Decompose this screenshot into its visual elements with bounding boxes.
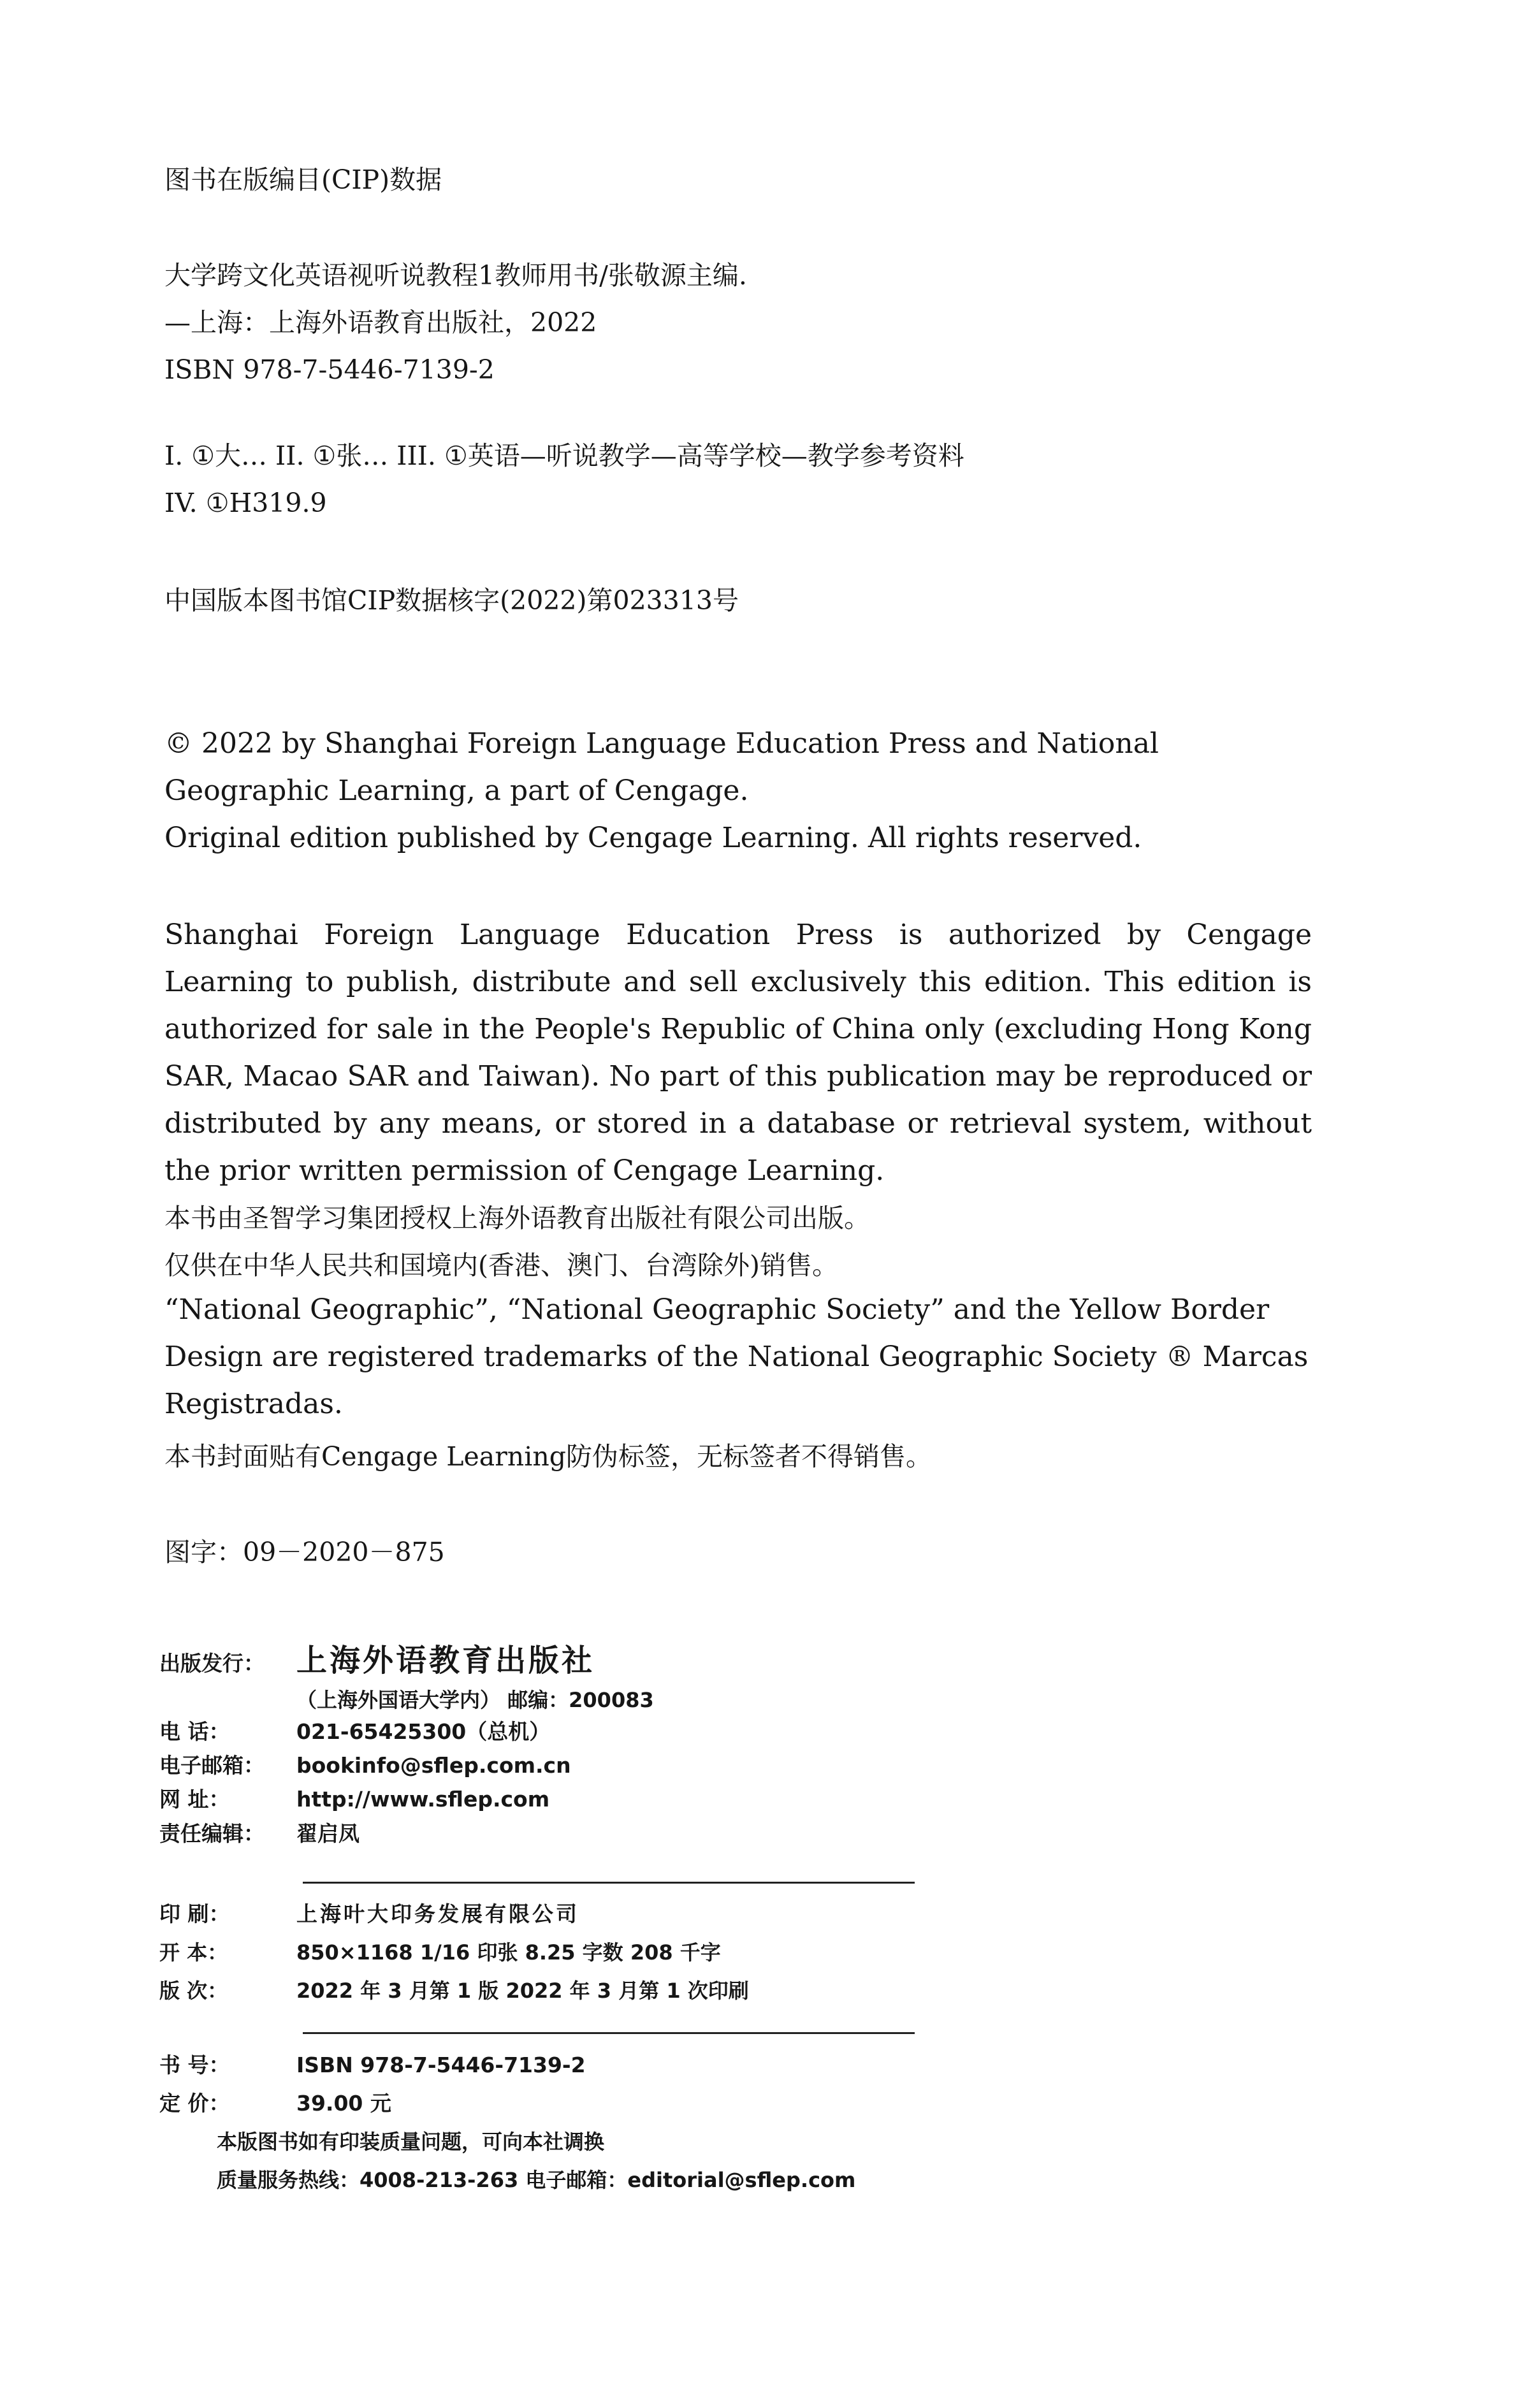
service-row xyxy=(217,2164,855,2196)
authorization-english: Shanghai Foreign Language Education Press is authorized by Cengage Learning to publish, distribute and sell exclusively this edition. This edition is authorized for sale in the People's Republic of China only (excluding Hong Kong SAR, Macao SAR and Taiwan). No part of this publication may be reproduced or distributed by any means, or stored in a database or retrieval system, without the prior written permission of Cengage Learning. xyxy=(164,919,1312,1187)
divider-top xyxy=(303,1882,915,1884)
price-value: 39.00 元 xyxy=(296,2091,391,2116)
phone-row xyxy=(159,1716,550,1748)
label-notice-block xyxy=(164,1433,932,1480)
divider-bottom xyxy=(303,2032,915,2034)
publisher-address: （上海外国语大学内） 邮编：200083 xyxy=(296,1688,654,1712)
publisher-label: 出版发行： xyxy=(159,1651,265,1676)
format-row xyxy=(159,1937,721,1968)
cip-class-line-2: IV. ①H319.9 xyxy=(164,488,327,518)
cip-publisher-line: —上海：上海外语教育出版社，2022 xyxy=(164,307,597,338)
cip-record-number-block xyxy=(164,577,739,624)
edition-row xyxy=(159,1975,749,2007)
book-number-label: 书 号： xyxy=(159,2053,230,2077)
address-row xyxy=(296,1684,654,1716)
phone-value: 021-65425300（总机） xyxy=(296,1719,551,1744)
publisher-name: 上海外语教育出版社 xyxy=(296,1643,595,1678)
printer-value: 上海叶大印务发展有限公司 xyxy=(296,1901,579,1926)
price-row xyxy=(159,2088,391,2119)
editor-value: 翟启凤 xyxy=(296,1821,360,1846)
publisher-row xyxy=(159,1645,595,1680)
cip-classification xyxy=(164,432,964,527)
quality-note-row xyxy=(217,2126,604,2158)
cip-record xyxy=(164,252,747,393)
cip-heading-block xyxy=(164,156,442,203)
printer-label: 印 刷： xyxy=(159,1901,230,1926)
trademark-notice: “National Geographic”, “National Geographic Society” and the Yellow Border Design are registered trademarks of the National Geographic Society ® Marcas Registradas. xyxy=(164,1293,1309,1420)
format-value: 850×1168 1/16 印张 8.25 字数 208 千字 xyxy=(296,1940,721,1965)
permit-block xyxy=(164,1529,445,1576)
website-row xyxy=(159,1784,549,1815)
website-value: http://www.sflep.com xyxy=(296,1787,550,1812)
trademark-block xyxy=(164,1286,1312,1428)
price-label: 定 价： xyxy=(159,2091,230,2116)
cip-title-line: 大学跨文化英语视听说教程1教师用书/张敬源主编. xyxy=(164,260,747,291)
printer-row xyxy=(159,1898,579,1930)
cip-record-number: 中国版本图书馆CIP数据核字(2022)第023313号 xyxy=(164,585,739,616)
cip-class-line-1: I. ①大… II. ①张… III. ①英语—听说教学—高等学校—教学参考资料 xyxy=(164,440,964,471)
website-label: 网 址： xyxy=(159,1787,230,1812)
cip-isbn-line: ISBN 978-7-5446-7139-2 xyxy=(164,354,495,385)
editor-label: 责任编辑： xyxy=(159,1821,265,1846)
editor-row xyxy=(159,1818,360,1850)
anti-counterfeit-notice: 本书封面贴有Cengage Learning防伪标签，无标签者不得销售。 xyxy=(164,1441,932,1472)
copyright-line-1: © 2022 by Shanghai Foreign Language Education Press and National Geographic Learning, a part of Cengage. xyxy=(164,727,1159,807)
email-row xyxy=(159,1750,571,1782)
book-number-value: ISBN 978-7-5446-7139-2 xyxy=(296,2053,586,2077)
cip-heading: 图书在版编目(CIP)数据 xyxy=(164,164,442,195)
edition-value: 2022 年 3 月第 1 版 2022 年 3 月第 1 次印刷 xyxy=(296,1979,749,2003)
authorization-chinese-2: 仅供在中华人民共和国境内(香港、澳门、台湾除外)销售。 xyxy=(164,1250,838,1281)
permit-number: 图字：09－2020－875 xyxy=(164,1537,445,1567)
format-label: 开 本： xyxy=(159,1940,228,1965)
edition-label: 版 次： xyxy=(159,1979,228,2003)
phone-label: 电 话： xyxy=(159,1719,230,1744)
service-hotline: 质量服务热线：4008-213-263 电子邮箱：editorial@sflep.com xyxy=(217,2168,856,2192)
copyright-block xyxy=(164,720,1312,862)
authorization-block xyxy=(164,912,1312,1289)
quality-note: 本版图书如有印装质量问题，可向本社调换 xyxy=(217,2130,605,2154)
copyright-line-2: Original edition published by Cengage Learning. All rights reserved. xyxy=(164,822,1142,854)
email-value: bookinfo@sflep.com.cn xyxy=(296,1753,571,1778)
authorization-chinese-1: 本书由圣智学习集团授权上海外语教育出版社有限公司出版。 xyxy=(164,1203,870,1233)
book-number-row xyxy=(159,2049,586,2081)
email-label: 电子邮箱： xyxy=(159,1753,265,1778)
